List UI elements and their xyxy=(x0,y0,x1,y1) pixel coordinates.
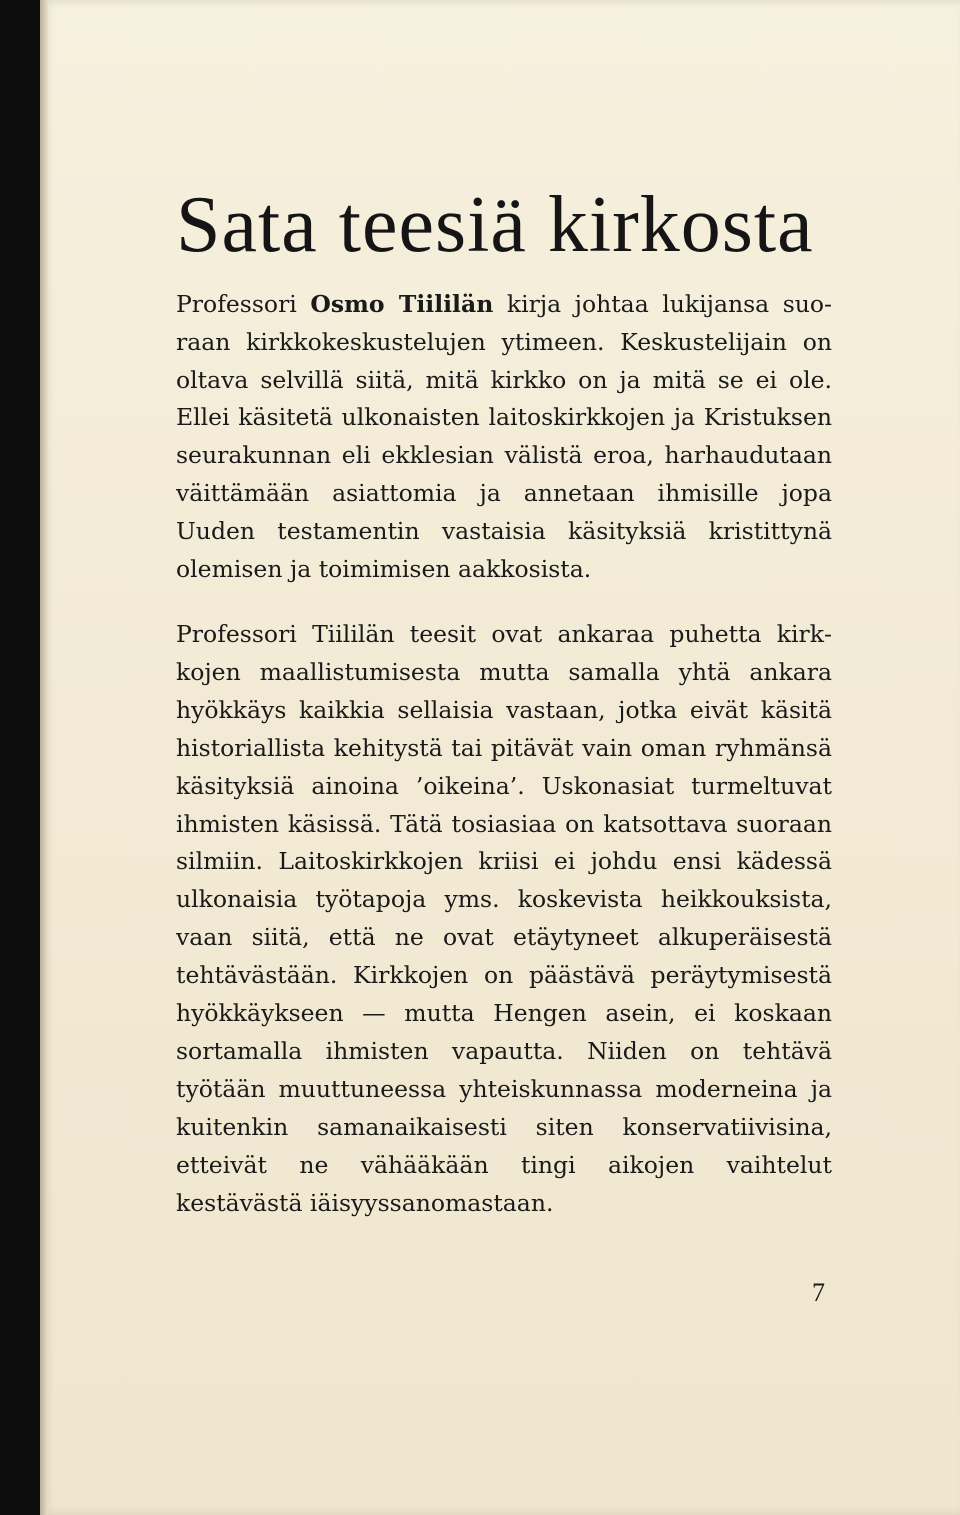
page-fold-edge xyxy=(40,0,48,1515)
body-paragraph: Professori Tiililän teesit ovat ankaraa puhetta kirkkojen maallistumisesta mutta samalla yhtä ankara hyökkäys kaikkia sellaisia vastaan, jotka eivät käsitä historiallista kehitystä tai pitävät vain oman ryhmänsä käsityksiä ainoina ’oikeina’. Uskonasiat turmeltuvat ihmisten käsissä. Tätä tosiasiaa on katsottava suoraan silmiin. Laitoskirkkojen kriisi ei johdu ensi kädessä ulkonaisia työtapoja yms. koskevista heikkouksista, vaan siitä, että ne ovat etäytyneet alkuperäisestä tehtävästään. Kirkkojen on päästävä peräytymisestä hyökkäykseen — mutta Hengen asein, ei koskaan sortamalla ihmisten vapautta. Niiden on tehtävä työtään muuttuneessa yhteiskunnassa moderneina ja kuitenkin samanaikaisesti siten konservatiivisina, etteivät ne vähääkään tingi aikojen vaihtelut kestävästä iäisyyssanomastaan. xyxy=(176,620,832,1217)
author-name: Osmo Tiililän xyxy=(310,290,494,318)
page-title: Sata teesiä kirkosta xyxy=(176,181,814,269)
intro-paragraph xyxy=(176,286,832,588)
intro-body: kirja johtaa lukijansa suoraan kirkkokeskustelujen ytimeen. Keskustelijain on oltava selvillä siitä, mitä kirkko on ja mitä se ei ole. Ellei käsitetä ulkonaisten laitoskirkkojen ja Kristuksen seurakunnan eli ekklesian välistä eroa, harhaudutaan väittämään asiattomia ja annetaan ihmisille jopa Uuden testamentin vastaisia käsityksiä kristittynä olemisen ja toimimisen aakkosista. xyxy=(176,290,832,583)
intro-lead: Professori xyxy=(176,290,311,318)
page-number: 7 xyxy=(812,1278,825,1307)
